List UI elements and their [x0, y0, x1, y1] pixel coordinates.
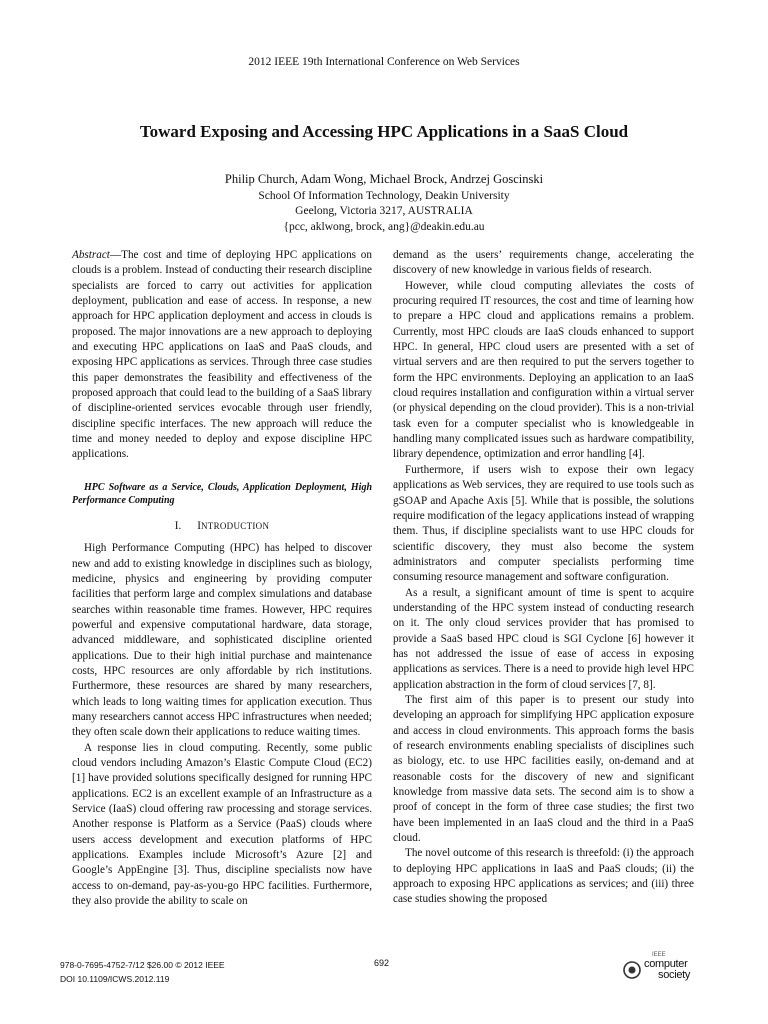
computer-society-logo [622, 952, 712, 986]
right-column [393, 248, 694, 908]
section-title-rest: NTRODUCTION [200, 520, 270, 531]
body-paragraph: Furthermore, if users wish to expose their own legacy applications as Web services, they are required to use tools such as gSOAP and Apache Axis [5]. While that is possible, the solutions require modification of the legacy applications instead of wrapping them. Thus, if discipline specialists want to use HPC clouds for scientific discovery, they must also become the system administrators and computer specialists performing time consuming resource management and software configuration. [393, 463, 694, 584]
body-paragraph: As a result, a significant amount of time is spent to acquire understanding of the HPC system instead of conducting research on it. The only cloud services provider that has promised to provide a SaaS based HPC cloud is SGI Cyclone [6] however it has not addressed the issue of ease of access in exposing applications as services. There is a need to provide high level HPC application abstraction in the form of cloud services [7, 8]. [393, 586, 694, 691]
section-number: I. [174, 519, 182, 532]
paper-title: Toward Exposing and Accessing HPC Applications in a SaaS Cloud [139, 122, 629, 141]
body-paragraph: However, while cloud computing alleviates the costs of procuring required IT resources, the cost and time of learning how to prepare a HPC cloud and applications remains a problem. Currently, most HPC clouds are IaaS clouds enhanced to support HPC. In general, HPC cloud users are presented with a set of virtual servers and are then required to put the servers together to form the HPC environments. Deploying an application to an IaaS cloud requires installation and configuration within a virtual server (or physical depending on the cloud provider). This is a non-trivial task even for a computer specialist who is knowledgeable in handling many complicated issues such as hardware compatibility, library dependence, optimization and error handling [4]. [393, 279, 694, 461]
page-number: 692 [374, 958, 390, 968]
section-heading-introduction [72, 519, 372, 534]
footer-isbn: 978-0-7695-4752-7/12 $26.00 © 2012 IEEE [60, 960, 225, 970]
conference-header: 2012 IEEE 19th International Conference on Web Services [248, 56, 520, 68]
body-paragraph: The first aim of this paper is to present our study into developing an approach for simplifying HPC application exposure and access in cloud environments. This approach forms the basis of research environments enabling specialists of disciplines such as biology, etc. to use HPC facilities easily, on-demand and at reasonable costs for the discovery of new and significant knowledge from massive data sets. The second aim is to show a proof of concept in the form of three case studies; the first two have been implemented in an IaaS cloud and the third in a PaaS cloud. [393, 693, 694, 845]
affiliation-address: Geelong, Victoria 3217, AUSTRALIA [295, 205, 473, 218]
computer-society-logo-icon [622, 960, 642, 980]
abstract-dash: — [109, 249, 122, 261]
logo-computer-text: computer [644, 958, 688, 970]
affiliation-block [0, 189, 768, 235]
footer-doi: DOI 10.1109/ICWS.2012.119 [60, 974, 170, 984]
body-paragraph: demand as the users’ requirements change, accelerating the discovery of new knowledge in various fields of research. [393, 249, 694, 277]
abstract-text: The cost and time of deploying HPC applications on clouds is a problem. Instead of conducting their research discipline specialists are forced to carry out activities for application deployment, publication and ease of access. In response, a new approach for HPC application deployment and access in clouds is proposed. The major innovations are a new approach to deploying and executing HPC applications on IaaS and PaaS clouds, and exposing HPC applications as services. Through three case studies this paper demonstrates the feasibility and effectiveness of the proposed approach that could lead to the building of a SaaS library of discipline-oriented services evocable through user friendly, discipline specific interfaces. The new approach will reduce the time and money needed to deploy and expose discipline HPC applications. [72, 249, 372, 461]
logo-ieee-text: IEEE [652, 952, 666, 958]
body-paragraph: The novel outcome of this research is threefold: (i) the approach to deploying HPC applications in IaaS and PaaS clouds; (ii) the approach to exposing HPC applications as services; and (iii) three case studies showing the proposed [393, 847, 694, 906]
keywords: HPC Software as a Service, Clouds, Application Deployment, High Performance Computing [72, 481, 372, 506]
author-list: Philip Church, Adam Wong, Michael Brock, Andrzej Goscinski [224, 172, 544, 186]
intro-paragraph: A response lies in cloud computing. Recently, some public cloud vendors including Amazon’s Elastic Compute Cloud (EC2) [1] have provided solutions specifically designed for running HPC applications. EC2 is an excellent example of an Infrastructure as a Service (IaaS) cloud offering raw processing and storage services. Another response is Platform as a Service (PaaS) clouds where users access development and execution platforms of HPC applications. Examples include Microsoft’s Azure [2] and Google’s AppEngine [3]. Thus, discipline specialists now have access to on-demand, pay-as-you-go HPC facilities. Furthermore, they also provide the ability to scale on [72, 741, 372, 908]
abstract-label: Abstract [72, 249, 110, 261]
left-column [72, 248, 372, 909]
logo-society-text: society [658, 969, 691, 981]
section-initial: I [197, 519, 201, 532]
footer-copyright [60, 958, 225, 986]
affiliation-emails: {pcc, aklwong, brock, ang}@deakin.edu.au [283, 220, 485, 233]
abstract [72, 248, 372, 463]
intro-paragraph: High Performance Computing (HPC) has helped to discover new and add to existing knowledge in disciplines such as biology, medicine, physics and engineering by providing computer facilities that perform large and complex simulations and database searches within reasonable time frames. However, HPC requires powerful and expensive computational hardware, data storage, advanced middleware, and sophisticated discipline oriented applications. Due to their high initial purchase and maintenance costs, HPC resources are only affordable by rich institutions. Furthermore, these resources are shared by many researchers, which leads to long waiting times for application execution. Thus many researchers cannot access HPC infrastructures when needed; they often scale down their applications to reduce waiting times. [72, 542, 372, 739]
affiliation-school: School Of Information Technology, Deakin University [258, 190, 510, 202]
